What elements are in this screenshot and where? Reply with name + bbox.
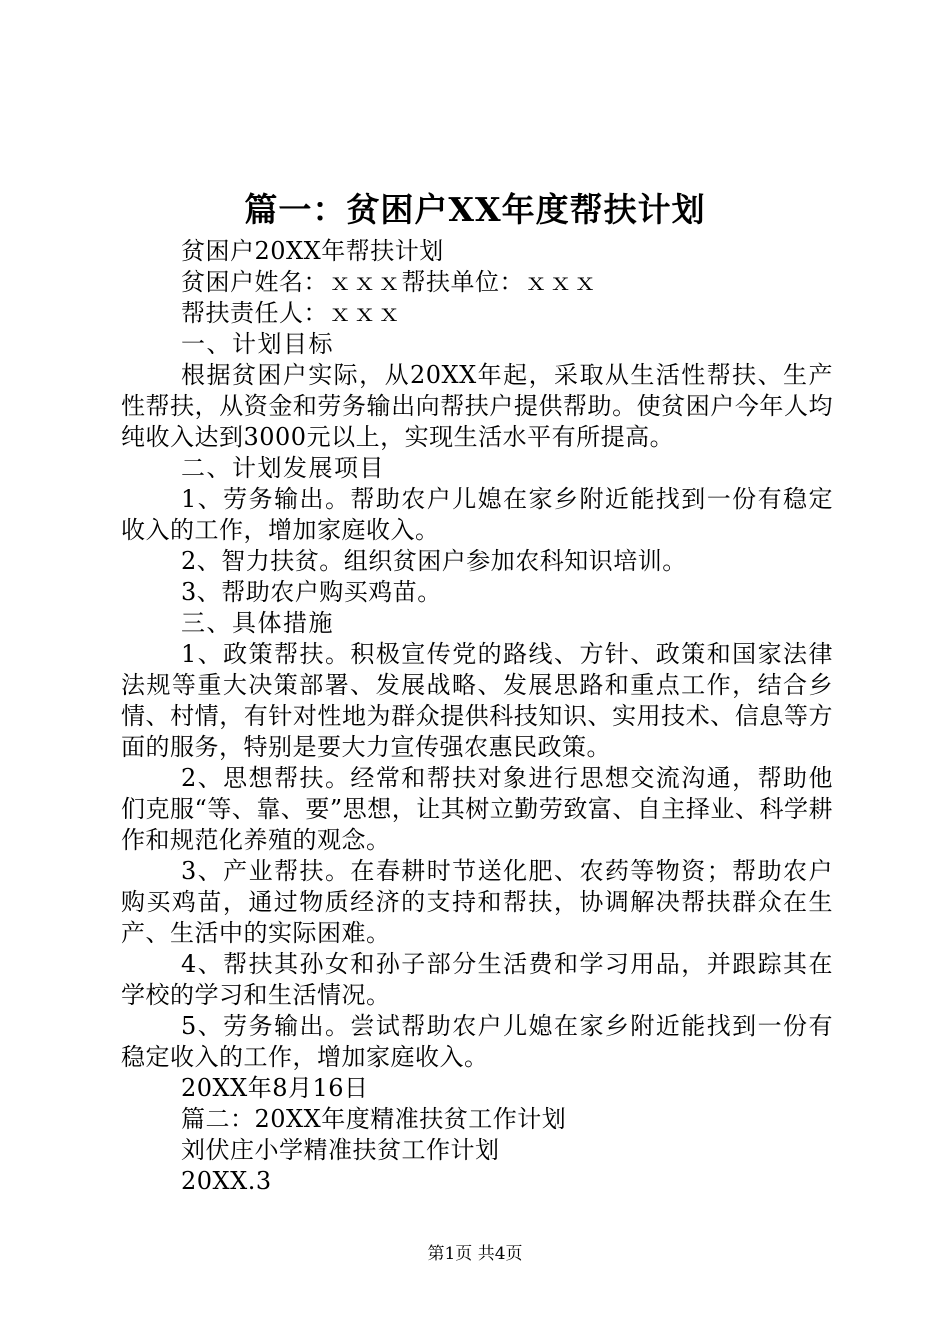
paragraph-project-1: 1、劳务输出。帮助农户儿媳在家乡附近能找到一份有稳定收入的工作，增加家庭收入。 [121, 485, 833, 544]
document-body [121, 236, 833, 1197]
paragraph-project-2: 2、智力扶贫。组织贫困户参加农科知识培训。 [181, 547, 687, 575]
paragraph-school-plan-date: 20XX.3 [181, 1167, 272, 1195]
page-number-footer: 第1页 共4页 [427, 1244, 523, 1264]
paragraph-part-two-title: 篇二：20XX年度精准扶贫工作计划 [181, 1105, 567, 1133]
section-heading-goals: 一、计划目标 [181, 330, 334, 358]
document-title: 篇一：贫困户XX年度帮扶计划 [244, 190, 706, 229]
paragraph-responsible-person: 帮扶责任人：ｘｘｘ [181, 299, 402, 327]
paragraph-date: 20XX年8月16日 [181, 1074, 369, 1102]
paragraph-school-plan-title: 刘伏庄小学精准扶贫工作计划 [181, 1136, 500, 1164]
paragraph-measure-1: 1、政策帮扶。积极宣传党的路线、方针、政策和国家法律法规等重大决策部署、发展战略、发展思路和重点工作，结合乡情、村情，有针对性地为群众提供科技知识、实用技术、信息等方面的服务，特别是要大力宣传强农惠民政策。 [121, 640, 833, 761]
paragraph-household-name: 贫困户姓名：ｘｘｘ帮扶单位：ｘｘｘ [181, 268, 598, 296]
paragraph-measure-2: 2、思想帮扶。经常和帮扶对象进行思想交流沟通，帮助他们克服“等、靠、要”思想，让其树立勤劳致富、自主择业、科学耕作和规范化养殖的观念。 [121, 764, 833, 854]
paragraph-measure-3: 3、产业帮扶。在春耕时节送化肥、农药等物资；帮助农户购买鸡苗，通过物质经济的支持和帮扶，协调解决帮扶群众在生产、生活中的实际困难。 [121, 857, 833, 947]
paragraph-measure-5: 5、劳务输出。尝试帮助农户儿媳在家乡附近能找到一份有稳定收入的工作，增加家庭收入。 [121, 1012, 833, 1071]
section-heading-measures: 三、具体措施 [181, 609, 334, 637]
paragraph-project-3: 3、帮助农户购买鸡苗。 [181, 578, 442, 606]
paragraph-plan-heading: 贫困户20XX年帮扶计划 [181, 237, 444, 265]
paragraph-measure-4: 4、帮扶其孙女和孙子部分生活费和学习用品，并跟踪其在学校的学习和生活情况。 [121, 950, 833, 1009]
section-heading-projects: 二、计划发展项目 [181, 454, 385, 482]
paragraph-goals: 根据贫困户实际，从20XX年起，采取从生活性帮扶、生产性帮扶，从资金和劳务输出向帮扶户提供帮助。使贫困户今年人均纯收入达到3000元以上，实现生活水平有所提高。 [121, 361, 833, 451]
